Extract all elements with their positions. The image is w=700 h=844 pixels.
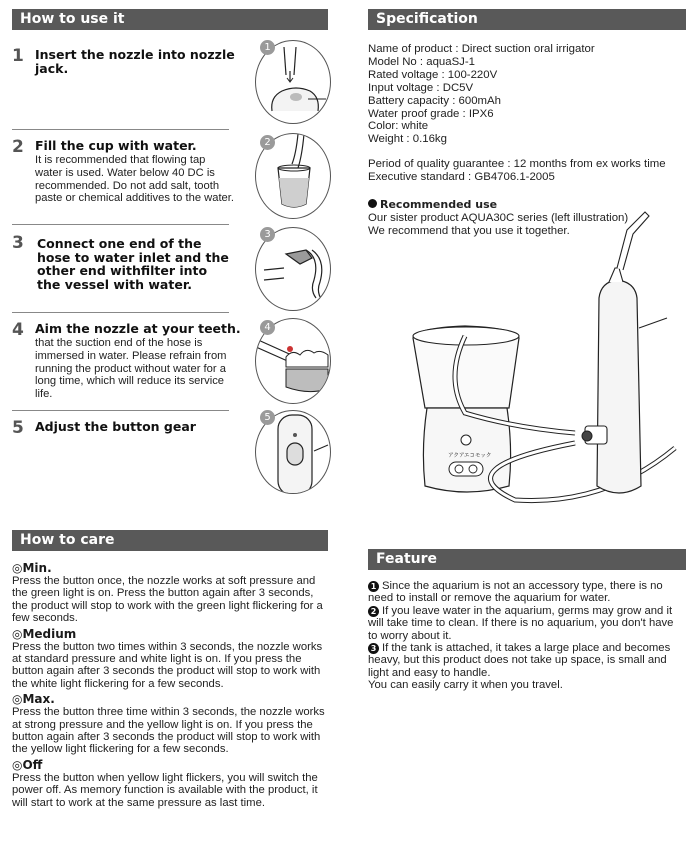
specification-heading: Specification [368, 9, 686, 30]
step-badge: 3 [260, 227, 275, 242]
step-number: 1 [12, 46, 24, 66]
step-title: Fill the cup with water. [35, 138, 197, 153]
step-number: 2 [12, 137, 24, 157]
mode-name: ◎Max. [12, 692, 55, 707]
mode-text: Press the button when yellow light flickers, you will switch the power off. As memory function is available with the product, it will start to work at the same pressure as last time. [12, 771, 318, 809]
step-badge: 2 [260, 135, 275, 150]
feature-closing: You can easily carry it when you travel. [368, 679, 563, 692]
feature-item: 2 If you leave water in the aquarium, germs may grow and it will take time to clean. If there is no aquarium, you don't have to worry about it. [368, 604, 674, 642]
spec-line: Input voltage : DC5V [368, 81, 474, 94]
step-number: 3 [12, 233, 24, 253]
mode-text: Press the button two times within 3 seconds, the nozzle works at standard pressure and white light is on. If you press the button again after 3 seconds the product will stop to work with the white light flickering for a few seconds. [12, 640, 323, 690]
mode-name: ◎Off [12, 757, 43, 772]
step-body: that the suction end of the hose is immersed in water. Please refrain from running the product without water for a long time, which will reduce its service life. [35, 337, 227, 401]
spec-line: Model No : aquaSJ-1 [368, 55, 476, 68]
spec-line: Weight : 0.16kg [368, 133, 447, 146]
spec-line: Executive standard : GB4706.1-2005 [368, 170, 555, 183]
how-to-care-heading: How to care [12, 530, 328, 551]
step-badge: 4 [260, 320, 275, 335]
divider [12, 312, 229, 313]
step-body: It is recommended that flowing tap water is used. Water below 40 DC is recommended. Do not add salt, tooth paste or chemical additives to the water. [35, 154, 234, 205]
number-marker-icon: 2 [368, 606, 379, 617]
spec-line: Battery capacity : 600mAh [368, 94, 501, 107]
spec-line: Water proof grade : IPX6 [368, 107, 494, 120]
step-number: 5 [12, 418, 24, 438]
product-label: アクアエコモック [448, 453, 492, 459]
bullet-icon [368, 199, 377, 208]
step-number: 4 [12, 320, 24, 340]
step-title: Insert the nozzle into nozzle jack. [35, 47, 235, 76]
spec-extra [368, 158, 666, 184]
divider [12, 129, 229, 130]
feature-item: 3 If the tank is attached, it takes a large place and becomes heavy, but this product does not take up space, is small and light and easy to handle. [368, 642, 671, 679]
spec-line: Period of quality guarantee : 12 months from ex works time [368, 158, 666, 170]
spec-line: Color: white [368, 120, 429, 133]
step-badge: 5 [260, 410, 275, 425]
number-marker-icon: 1 [368, 581, 379, 592]
recommended-line: We recommend that you use it together. [368, 224, 570, 237]
spec-line: Name of product : Direct suction oral irrigator [368, 43, 595, 55]
recommended-heading: Recommended use [368, 199, 628, 212]
divider [12, 224, 229, 225]
mode-text: Press the button once, the nozzle works at soft pressure and the green light is on. Press the button again after 3 seconds, the product will stop to work with the green light flickering for a few seconds. [12, 575, 323, 625]
recommended-line: Our sister product AQUA30C series (left illustration) [368, 211, 629, 224]
spec-list [368, 43, 595, 146]
spec-line: Rated voltage : 100-220V [368, 68, 498, 81]
mode-name: ◎Min. [12, 561, 52, 575]
product-illustration [405, 208, 690, 508]
mode-name: ◎Medium [12, 626, 77, 641]
feature-list [368, 580, 684, 692]
feature-item: 1 Since the aquarium is not an accessory type, there is no need to install or remove the aquarium for water. [368, 580, 663, 605]
step-title: Connect one end of the hose to water inlet and the other end withfilter into the vessel with water. [37, 236, 229, 292]
step-title: Aim the nozzle at your teeth. [35, 321, 241, 336]
feature-heading: Feature [368, 549, 686, 570]
how-to-use-heading: How to use it [12, 9, 328, 30]
step-badge: 1 [260, 40, 275, 55]
divider [12, 410, 229, 411]
step-title: Adjust the button gear [35, 419, 196, 434]
number-marker-icon: 3 [368, 643, 379, 654]
care-modes [12, 561, 330, 809]
mode-text: Press the button three time within 3 seconds, the nozzle works at strong pressure and the yellow light is on. If you press the button again after 3 seconds the product will stop to work with the yellow light flickering for a few seconds. [12, 706, 325, 756]
